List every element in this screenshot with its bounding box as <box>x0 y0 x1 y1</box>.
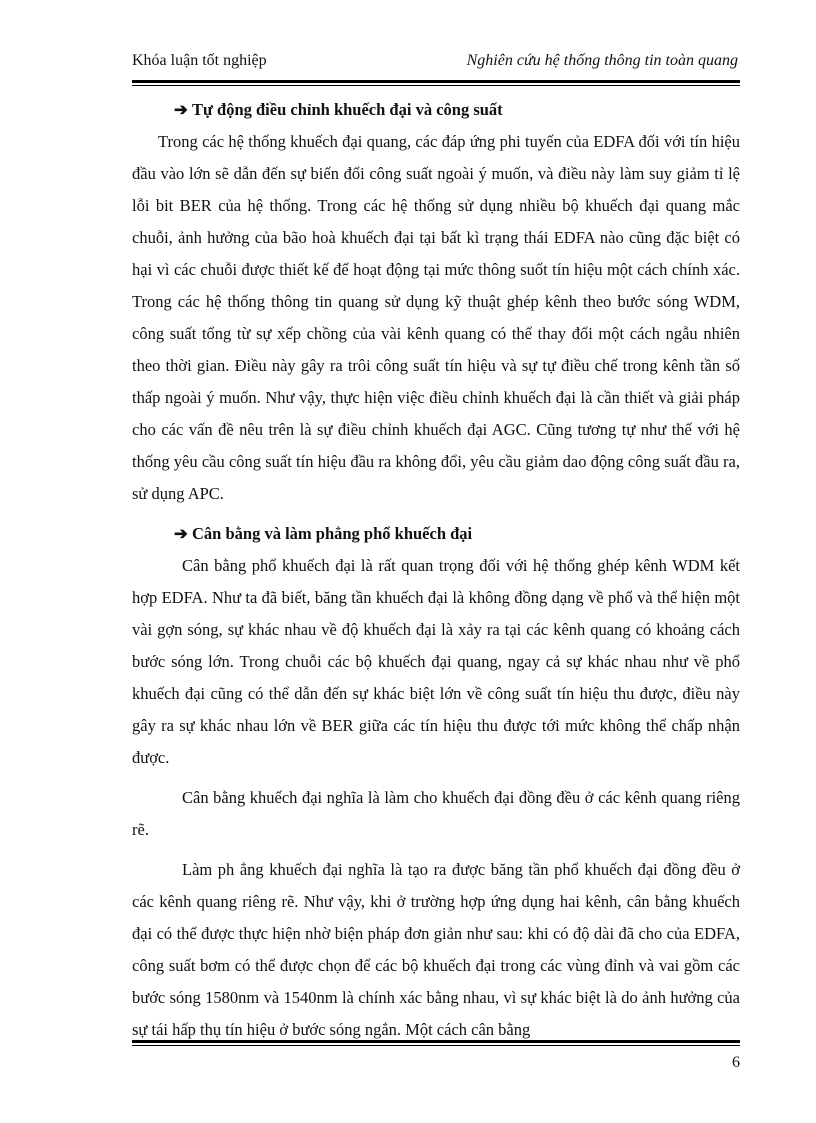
paragraph-gain-equalization: Cân bằng phổ khuếch đại là rất quan trọng đối với hệ thống ghép kênh WDM kết hợp EDFA. Như ta đã biết, băng tần khuếch đại là không đồng dạng về phổ và thể hiện một vài gợn sóng, sự khác nhau về độ khuếch đại là xảy ra tại các kênh quang có khoảng cách bước sóng lớn. Trong chuỗi các bộ khuếch đại quang, ngay cả sự khác nhau như về phổ khuếch đại cũng có thể dẫn đến sự khác biệt lớn về công suất tín hiệu thu được, điều này gây ra sự khác nhau lớn về BER giữa các tín hiệu thu được tới mức không thể chấp nhận được. <box>132 556 740 767</box>
page-header <box>132 50 738 76</box>
header-document-type: Khóa luận tốt nghiệp <box>132 52 267 69</box>
arrow-right-icon: ➔ <box>174 524 188 543</box>
section-heading-text: Tự động điều chỉnh khuếch đại và công suất <box>192 100 503 119</box>
header-divider-thick <box>132 80 740 83</box>
footer-divider-thin <box>132 1045 740 1046</box>
header-thesis-title: Nghiên cứu hệ thống thông tin toàn quang <box>466 52 738 69</box>
paragraph-equalization-definition: Cân bằng khuếch đại nghĩa là làm cho khuếch đại đồng đều ở các kênh quang riêng rẽ. <box>132 788 740 839</box>
arrow-right-icon: ➔ <box>174 100 188 119</box>
page-number: 6 <box>732 1054 740 1071</box>
header-divider-thin <box>132 85 740 86</box>
section-heading-gain-flattening <box>132 518 740 550</box>
section-heading-agc <box>132 94 740 126</box>
section-heading-text: Cân bằng và làm phẳng phổ khuếch đại <box>192 524 473 543</box>
page-body <box>132 94 740 1046</box>
footer-divider-thick <box>132 1040 740 1043</box>
paragraph-agc: Trong các hệ thống khuếch đại quang, các đáp ứng phi tuyến của EDFA đối với tín hiệu đầu vào lớn sẽ dẫn đến sự biến đổi công suất ngoài ý muốn, và điều này làm suy giảm tỉ lệ lỗi bit BER của hệ thống. Trong các hệ thống sử dụng nhiều bộ khuếch đại quang mắc chuỗi, ảnh hưởng của bão hoà khuếch đại tại bất kì trạng thái EDFA nào cũng đặc biệt có hại vì các chuỗi được thiết kế để hoạt động tại mức thông suốt tín hiệu một cách chính xác. Trong các hệ thống thông tin quang sử dụng kỹ thuật ghép kênh theo bước sóng WDM, công suất tổng từ sự xếp chồng của vài kênh quang có thể thay đổi một cách ngẫu nhiên theo thời gian. Điều này gây ra trôi công suất tín hiệu và sự tự điều chế trong kênh tần số thấp ngoài ý muốn. Như vậy, thực hiện việc điều chỉnh khuếch đại là cần thiết và giải pháp cho các vấn đề nêu trên là sự điều chỉnh khuếch đại AGC. Cũng tương tự như thế với hệ thống yêu cầu công suất tín hiệu đầu ra không đổi, yêu cầu giảm dao động công suất đầu ra, sử dụng APC. <box>132 132 740 503</box>
paragraph-flattening-definition: Làm ph ẳng khuếch đại nghĩa là tạo ra được băng tần phổ khuếch đại đồng đều ở các kênh quang riêng rẽ. Như vậy, khi ở trường hợp ứng dụng hai kênh, cân bằng khuếch đại có thể được thực hiện nhờ biện pháp đơn giản như sau: khi có độ dài đã cho của EDFA, công suất bơm có thể được chọn để các bộ khuếch đại trong các vùng đỉnh và vai gồm các bước sóng 1580nm và 1540nm là chính xác bằng nhau, vì sự khác biệt là do ảnh hưởng của sự tái hấp thụ tín hiệu ở bước sóng ngắn. Một cách cân bằng <box>132 860 740 1039</box>
